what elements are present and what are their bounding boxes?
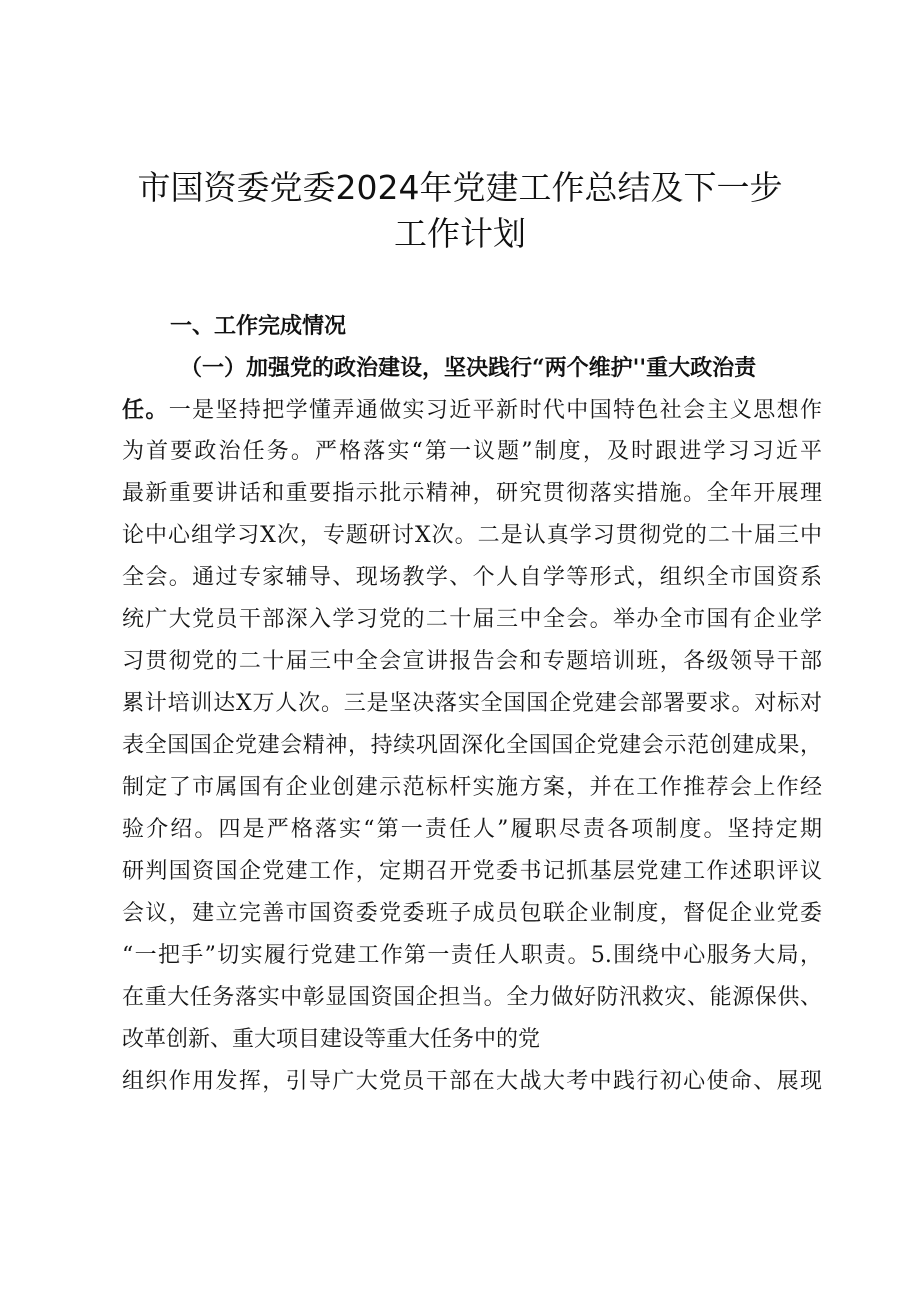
section-heading-1: 一、工作完成情况 [170, 313, 347, 339]
paragraph-line-9: 表全国国企党建会精神，持续巩固深化全国国企党建会示范创建成果， [122, 733, 822, 758]
paragraph-line-15: 在重大任务落实中彰显国资国企担当。全力做好防汛救灾、能源保供、 [122, 985, 822, 1010]
paragraph-line-5: 全会。通过专家辅导、现场教学、个人自学等形式，组织全市国资系 [122, 565, 822, 590]
subsection-heading-1-end: 任。 [122, 397, 169, 423]
paragraph-line-4: 论中心组学习X次，专题研讨X次。二是认真学习贯彻党的二十届三中 [122, 523, 822, 548]
paragraph-line-8: 累计培训达X万人次。三是坚决落实全国国企党建会部署要求。对标对 [122, 691, 822, 716]
paragraph-line-10: 制定了市属国有企业创建示范标杆实施方案，并在工作推荐会上作经 [122, 775, 822, 800]
document-title-line-2: 工作计划 [394, 214, 526, 253]
paragraph-text: 一是坚持把学懂弄通做实习近平新时代中国特色社会主义思想作 [168, 398, 822, 423]
document-title-line-1: 市国资委党委2024年党建工作总结及下一步 [137, 168, 783, 207]
paragraph-line-13: 会议，建立完善市国资委党委班子成员包联企业制度，督促企业党委 [122, 901, 822, 926]
paragraph-line-11: 验介绍。四是严格落实“第一责任人”履职尽责各项制度。坚持定期 [122, 817, 822, 842]
paragraph-line-7: 习贯彻党的二十届三中全会宣讲报告会和专题培训班，各级领导干部 [122, 649, 822, 674]
subsection-heading-1: （一）加强党的政治建设，坚决践行“两个维护''重大政治责 [180, 355, 757, 381]
paragraph-line-6: 统广大党员干部深入学习党的二十届三中全会。举办全市国有企业学 [122, 607, 822, 632]
paragraph-line-16: 改革创新、重大项目建设等重大任务中的党 [122, 1027, 541, 1052]
paragraph-line-12: 研判国资国企党建工作，定期召开党委书记抓基层党建工作述职评议 [122, 859, 822, 884]
paragraph-line-3: 最新重要讲话和重要指示批示精神，研究贯彻落实措施。全年开展理 [122, 481, 822, 506]
paragraph-line-14: “一把手”切实履行党建工作第一责任人职责。5.围绕中心服务大局， [122, 943, 822, 968]
paragraph-line-17: 组织作用发挥，引导广大党员干部在大战大考中践行初心使命、展现 [122, 1069, 822, 1094]
paragraph-line-2: 为首要政治任务。严格落实“第一议题”制度，及时跟进学习习近平 [122, 439, 822, 464]
paragraph-line-1 [122, 395, 822, 426]
